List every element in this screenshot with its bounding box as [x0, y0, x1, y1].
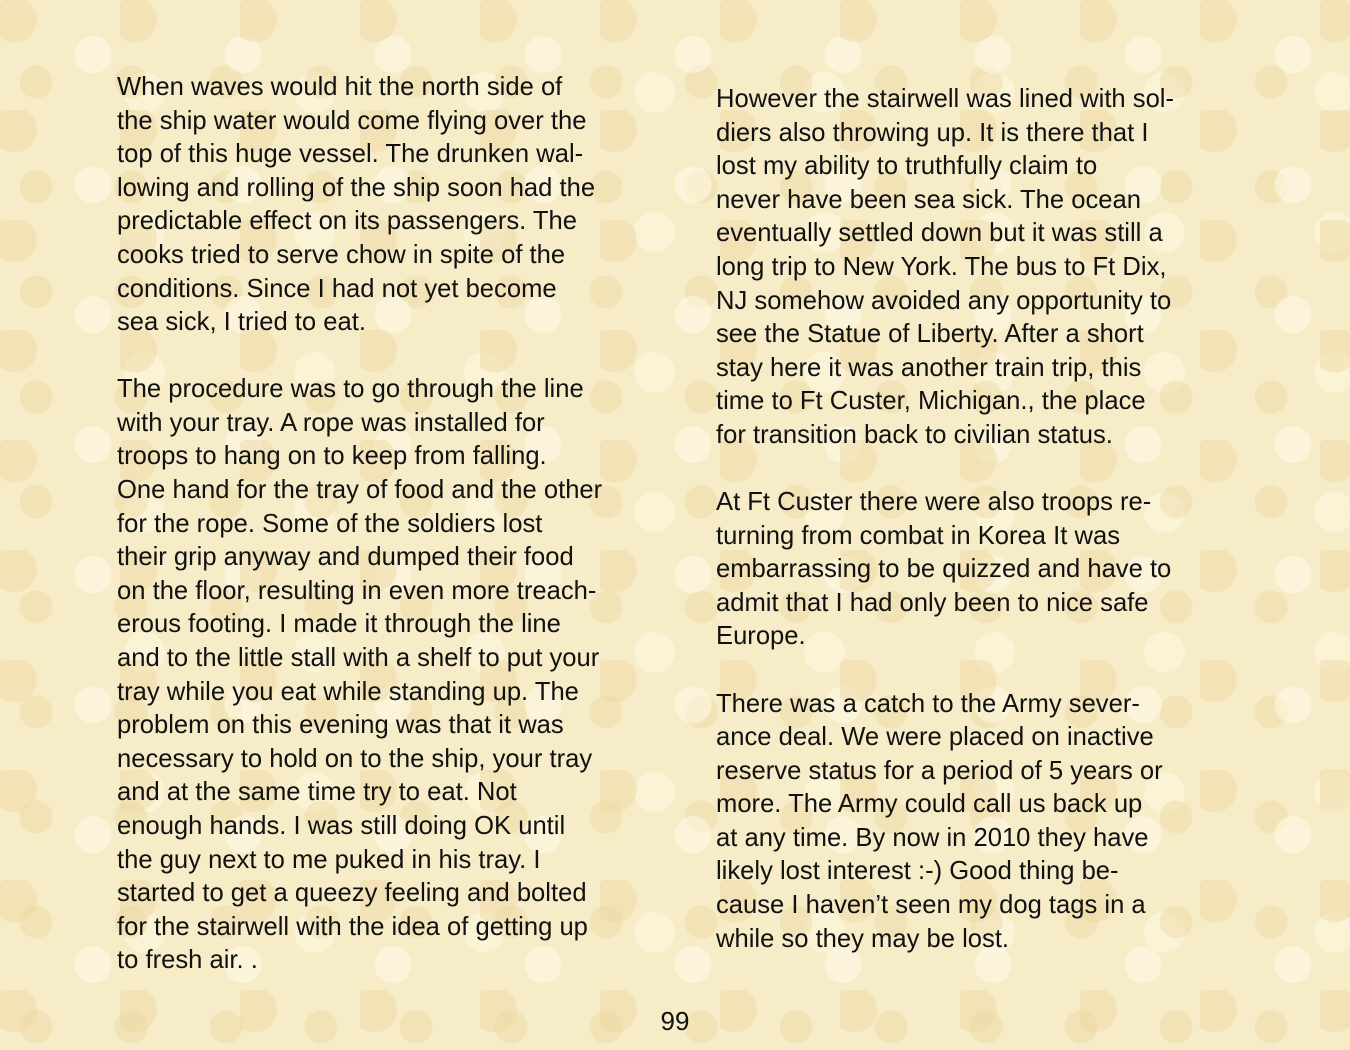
left-column: [117, 71, 677, 1011]
page-number: 99: [660, 1006, 690, 1036]
right-column: [716, 83, 1296, 990]
paragraph-chow-line: The procedure was to go through the line with your tray. A rope was installed for troops to hang on to keep from falling. One hand for the tray of food and the other for the rope. Some of the soldiers lost their grip anyway and dumped their food on the floor, resulting in even more treach- erous footing. I made it through the line and to the little stall with a shelf to put your tray while you eat while standing up. The problem on this evening was that it was necessary to hold on to the ship, your tray and at the same time try to eat. Not enough hands. I was still doing OK until the guy next to me puked in his tray. I started to get a queezy feeling and bolted for the stairwell with the idea of getting up to fresh air. .: [117, 375, 603, 975]
paragraph-stairwell: However the stairwell was lined with sol- diers also throwing up. It is there that I lost my ability to truthfully claim to never have been sea sick. The ocean eventually settled down but it was still a long trip to New York. The bus to Ft Dix, NJ somehow avoided any opportunity to see the Statue of Liberty. After a short stay here it was another train trip, this time to Ft Custer, Michigan., the place for transition back to civilian status.: [716, 85, 1175, 449]
paragraph-severance: There was a catch to the Army sever- ance deal. We were placed on inactive reserve status for a period of 5 years or more. The Army could call us back up at any time. By now in 2010 they have likely lost interest :-) Good thing be- cause I haven’t seen my dog tags in a while so they may be lost.: [716, 689, 1163, 953]
paragraph-sea-voyage: When waves would hit the north side of the ship water would come flying over the top of this huge vessel. The drunken wal- lowing and rolling of the ship soon had the predictable effect on its passengers. The cooks tried to serve chow in spite of the conditions. Since I had not yet become sea sick, I tried to eat.: [117, 73, 596, 337]
paragraph-ft-custer: At Ft Custer there were also troops re- turning from combat in Korea It was embarrassing to be quizzed and have to admit that I had only been to nice safe Europe.: [716, 488, 1172, 651]
